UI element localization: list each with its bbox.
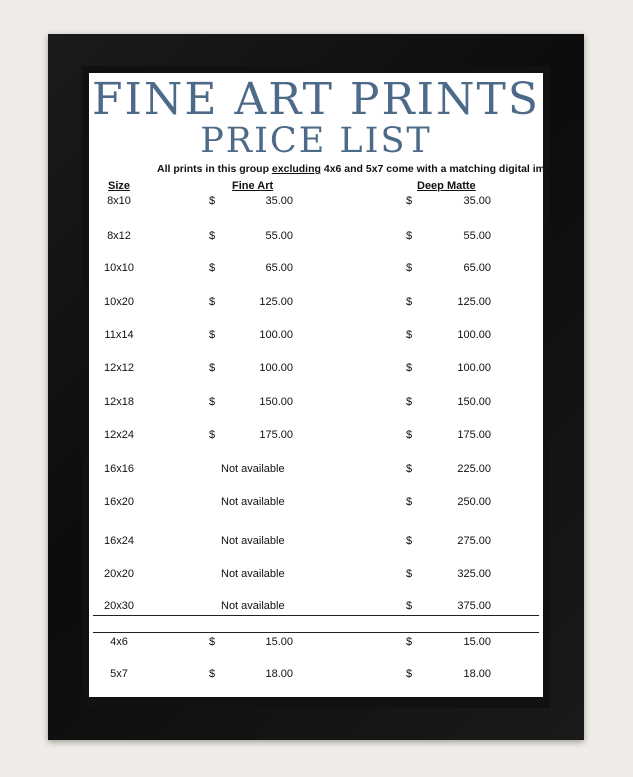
subtitle-underlined: excluding — [271, 163, 321, 175]
fine-art-unavailable: Not available — [221, 463, 285, 475]
fine-art-currency: $ — [209, 195, 216, 207]
size-cell: 5x7 — [110, 668, 128, 680]
fine-art-unavailable: Not available — [221, 496, 285, 508]
deep-matte-currency: $ — [406, 362, 413, 374]
deep-matte-currency: $ — [406, 668, 413, 680]
fine-art-currency: $ — [209, 362, 216, 374]
table-row — [89, 600, 543, 616]
size-cell: 12x12 — [104, 362, 134, 374]
table-row — [89, 668, 543, 684]
fine-art-currency: $ — [209, 296, 216, 308]
table-row — [89, 329, 543, 345]
fine-art-currency: $ — [209, 262, 216, 274]
fine-art-price: 65.00 — [265, 262, 293, 274]
column-header-deep-matte: Deep Matte — [417, 180, 476, 192]
fine-art-currency: $ — [209, 329, 216, 341]
deep-matte-currency: $ — [406, 230, 413, 242]
table-row — [89, 496, 543, 512]
table-row — [89, 463, 543, 479]
fine-art-currency: $ — [209, 668, 216, 680]
deep-matte-price: 125.00 — [457, 296, 491, 308]
fine-art-unavailable: Not available — [221, 568, 285, 580]
table-row — [89, 429, 543, 445]
size-cell: 8x10 — [107, 195, 131, 207]
size-cell: 16x20 — [104, 496, 134, 508]
size-cell: 10x10 — [104, 262, 134, 274]
table-row — [89, 262, 543, 278]
deep-matte-currency: $ — [406, 636, 413, 648]
fine-art-currency: $ — [209, 636, 216, 648]
fine-art-currency: $ — [209, 396, 216, 408]
table-row — [89, 230, 543, 246]
deep-matte-price: 55.00 — [463, 230, 491, 242]
deep-matte-price: 175.00 — [457, 429, 491, 441]
deep-matte-price: 225.00 — [457, 463, 491, 475]
fine-art-price: 18.00 — [265, 668, 293, 680]
fine-art-currency: $ — [209, 429, 216, 441]
deep-matte-currency: $ — [406, 429, 413, 441]
fine-art-currency: $ — [209, 230, 216, 242]
size-cell: 12x24 — [104, 429, 134, 441]
deep-matte-currency: $ — [406, 600, 413, 612]
table-row — [89, 535, 543, 551]
size-cell: 16x24 — [104, 535, 134, 547]
deep-matte-price: 275.00 — [457, 535, 491, 547]
size-cell: 4x6 — [110, 636, 128, 648]
column-header-fine-art: Fine Art — [232, 180, 274, 192]
table-row — [89, 195, 543, 211]
deep-matte-price: 100.00 — [457, 362, 491, 374]
price-list-sheet — [89, 73, 564, 697]
deep-matte-price: 15.00 — [463, 636, 491, 648]
title-line-1: FINE ART PRINTS — [91, 74, 541, 125]
separator-line-top — [93, 615, 539, 616]
fine-art-price: 35.00 — [265, 195, 293, 207]
deep-matte-price: 325.00 — [457, 568, 491, 580]
subtitle-pre: All prints in this group — [157, 163, 272, 175]
deep-matte-price: 150.00 — [457, 396, 491, 408]
deep-matte-currency: $ — [406, 296, 413, 308]
deep-matte-currency: $ — [406, 329, 413, 341]
deep-matte-currency: $ — [406, 195, 413, 207]
deep-matte-price: 18.00 — [463, 668, 491, 680]
deep-matte-currency: $ — [406, 262, 413, 274]
subtitle-note — [157, 163, 564, 175]
deep-matte-currency: $ — [406, 496, 413, 508]
fine-art-price: 125.00 — [259, 296, 293, 308]
title-line-2: PRICE LIST — [200, 121, 432, 161]
deep-matte-price: 65.00 — [463, 262, 491, 274]
deep-matte-price: 35.00 — [463, 195, 491, 207]
table-row — [89, 362, 543, 378]
fine-art-price: 150.00 — [259, 396, 293, 408]
deep-matte-price: 250.00 — [457, 496, 491, 508]
subtitle-post: 4x6 and 5x7 come with a matching digital image — [320, 163, 564, 175]
fine-art-unavailable: Not available — [221, 535, 285, 547]
size-cell: 12x18 — [104, 396, 134, 408]
table-row — [89, 396, 543, 412]
deep-matte-currency: $ — [406, 568, 413, 580]
size-cell: 20x30 — [104, 600, 134, 612]
deep-matte-price: 375.00 — [457, 600, 491, 612]
deep-matte-currency: $ — [406, 535, 413, 547]
deep-matte-currency: $ — [406, 463, 413, 475]
table-row — [89, 296, 543, 312]
size-cell: 20x20 — [104, 568, 134, 580]
size-cell: 11x14 — [104, 329, 134, 341]
size-cell: 16x16 — [104, 463, 134, 475]
separator-line-bottom — [93, 632, 539, 633]
size-cell: 8x12 — [107, 230, 131, 242]
fine-art-price: 55.00 — [265, 230, 293, 242]
fine-art-price: 175.00 — [259, 429, 293, 441]
table-row — [89, 568, 543, 584]
column-header-size: Size — [108, 180, 131, 192]
deep-matte-currency: $ — [406, 396, 413, 408]
table-row — [89, 636, 543, 652]
fine-art-price: 100.00 — [259, 329, 293, 341]
fine-art-price: 15.00 — [265, 636, 293, 648]
size-cell: 10x20 — [104, 296, 134, 308]
deep-matte-price: 100.00 — [457, 329, 491, 341]
fine-art-price: 100.00 — [259, 362, 293, 374]
fine-art-unavailable: Not available — [221, 600, 285, 612]
